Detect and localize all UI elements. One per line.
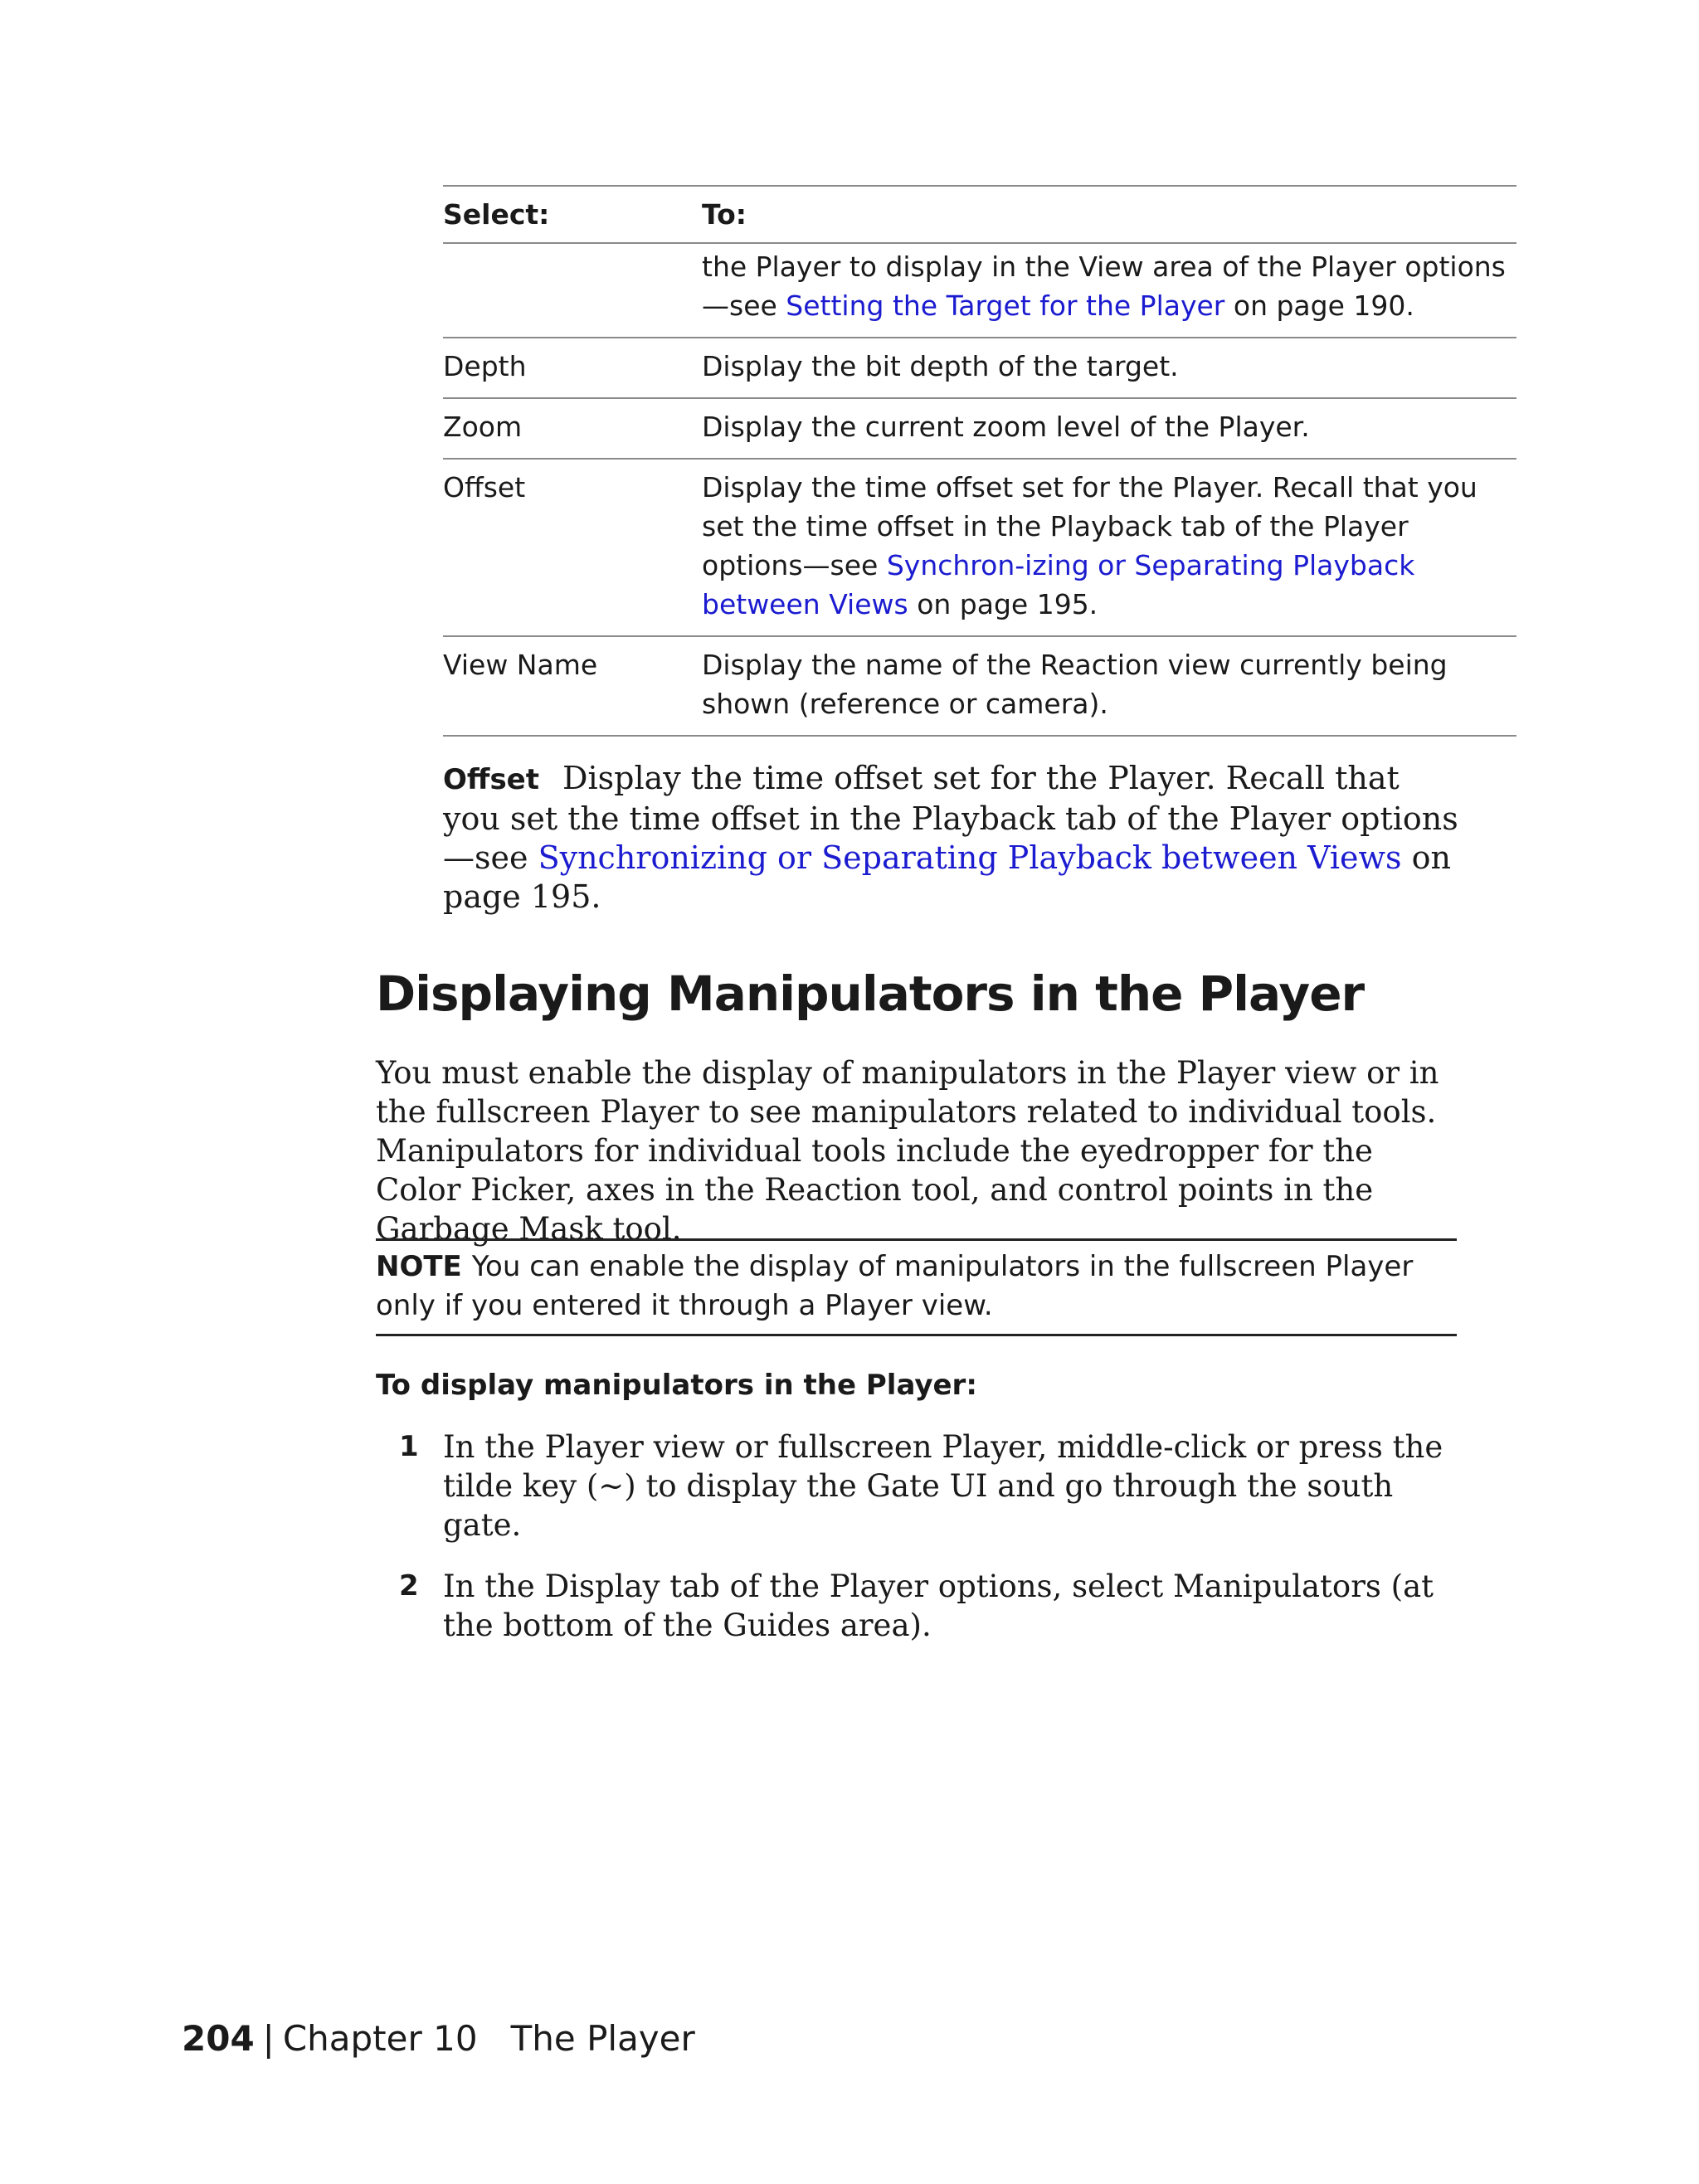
step-text: In the Display tab of the Player options, select Manipulators (at the bottom of the Guides area). (443, 1569, 1434, 1643)
table-row (443, 398, 1516, 459)
table-cell-select (443, 243, 702, 338)
cell-text: the Player to display in the View area of the Player options—see (702, 251, 1506, 322)
table-row (443, 338, 1516, 398)
cell-text-after: on page 190. (1224, 289, 1414, 322)
page-number: 204 (182, 2018, 255, 2059)
table-cell-to (702, 243, 1516, 338)
table-cell-select: View Name (443, 636, 702, 736)
link-setting-target[interactable]: Setting the Target for the Player (786, 289, 1225, 322)
cell-text-after: on page 195. (908, 588, 1098, 620)
table-row (443, 636, 1516, 736)
link-synchronizing-views[interactable]: Synchronizing or Separating Playback between Views (538, 839, 1402, 876)
runin-label: Offset (443, 763, 539, 796)
note-text: You can enable the display of manipulators in the fullscreen Player only if you entered it through a Player view. (376, 1250, 1414, 1322)
column-header-to: To: (702, 186, 1516, 243)
link-synchronizing[interactable]: Synchron-izing or Separating Playback between Views (702, 549, 1415, 620)
footer-chapter-title: The Player (510, 2018, 695, 2059)
table-row (443, 243, 1516, 338)
options-table (443, 185, 1516, 737)
table-cell-select: Zoom (443, 398, 702, 459)
list-item (376, 1567, 1463, 1645)
note-tag: NOTE (376, 1250, 462, 1283)
section-body: You must enable the display of manipulators in the Player view or in the fullscreen Player to see manipulators related to individual tools. Manipulators for individual tools include the eyedropper for the Color Picker, axes in the Reaction tool, and control points in the Garbage Mask tool. (376, 1055, 1439, 1247)
offset-text: Display the time offset set for the Player. Recall that you set the time offset in the Playback tab of the Player options—see (443, 760, 1458, 876)
table-header-row (443, 186, 1516, 243)
table-cell-to (702, 459, 1516, 636)
procedure-steps (376, 1428, 1463, 1667)
step-number: 1 (399, 1430, 419, 1463)
step-text: In the Player view or fullscreen Player, middle-click or press the tilde key (~) to display the Gate UI and go through the south gate. (443, 1429, 1443, 1543)
step-number: 2 (399, 1569, 419, 1603)
offset-paragraph (443, 759, 1463, 917)
section-heading: Displaying Manipulators in the Player (376, 966, 1365, 1022)
cell-text: Display the time offset set for the Player. Recall that you set the time offset in the Playback tab of the Player options—see (702, 471, 1477, 581)
page-footer (182, 2016, 695, 2062)
footer-chapter: Chapter 10 (282, 2018, 478, 2059)
note-box (376, 1238, 1457, 1336)
table-row (443, 459, 1516, 636)
table-cell-select: Offset (443, 459, 702, 636)
offset-text-after: on page 195. (443, 839, 1451, 915)
column-header-select: Select: (443, 186, 702, 243)
table-cell-to: Display the name of the Reaction view currently being shown (reference or camera). (702, 636, 1516, 736)
footer-separator: | (262, 2018, 275, 2059)
table-cell-to: Display the current zoom level of the Player. (702, 398, 1516, 459)
procedure-title: To display manipulators in the Player: (376, 1369, 977, 1402)
table-cell-to: Display the bit depth of the target. (702, 338, 1516, 398)
table-cell-select: Depth (443, 338, 702, 398)
list-item (376, 1428, 1463, 1544)
